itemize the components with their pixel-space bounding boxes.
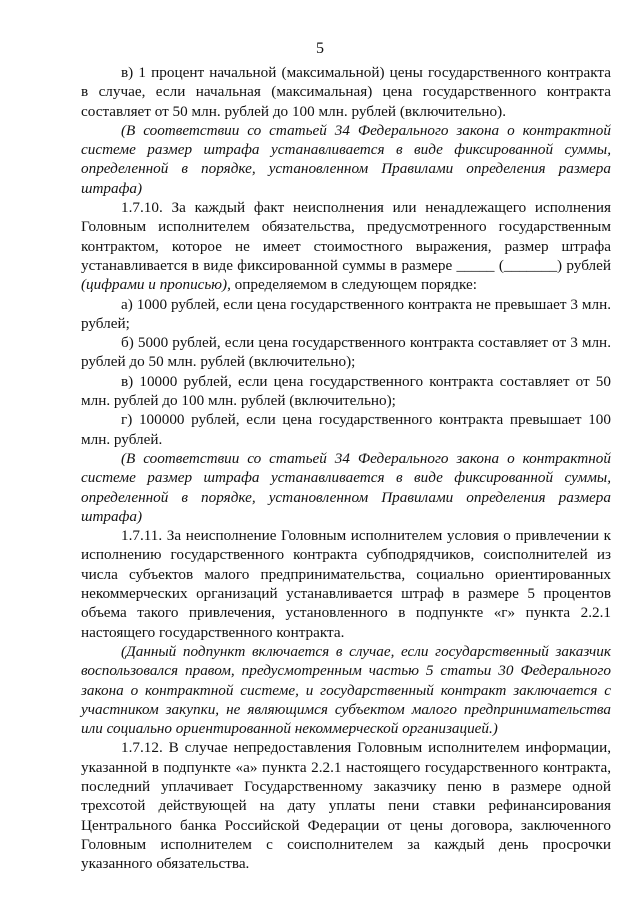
paragraph-1-7-10-main: 1.7.10. За каждый факт неисполнения или ненадлежащего исполнения Головным исполнителем обязательства, предусмотренного государственным контрактом, которое не имеет стоимостного выражения, размер штрафа устанавливается в виде фиксированной суммы в размере _____ (_______) рублей	[81, 199, 611, 274]
paragraph-penalty-v: в) 1 процент начальной (максимальной) цены государственного контракта в случае, если начальная (максимальная) цена государственного контракта составляет от 50 млн. рублей до 100 млн. рублей (включительно).	[81, 64, 611, 120]
paragraph-1-7-11: 1.7.11. За неисполнение Головным исполнителем условия о привлечении к исполнению государственного контракта субподрядчиков, соисполнителей из числа субъектов малого предпринимательства, социально ориентированных некоммерческих организаций устанавливается штраф в размере 5 процентов объема такого привлечения, установленного в подпункте «г» пункта 2.2.1 настоящего государственного контракта.	[81, 527, 611, 641]
paragraph-fine-b: б) 5000 рублей, если цена государственного контракта составляет от 3 млн. рублей до 50 млн. рублей (включительно);	[81, 334, 611, 371]
document-body	[81, 63, 611, 873]
paragraph-1-7-10-hint: (цифрами и прописью)	[81, 276, 228, 294]
paragraph-1-7-10-tail: , определяемом в следующем порядке:	[227, 276, 477, 294]
note-article-34-first: (В соответствии со статьей 34 Федерального закона о контрактной системе размер штрафа устанавливается в виде фиксированной суммы, определенной в порядке, установленном Правилами определения размера штрафа)	[81, 121, 611, 197]
paragraph-1-7-10	[81, 198, 611, 294]
paragraph-fine-a: а) 1000 рублей, если цена государственного контракта не превышает 3 млн. рублей;	[81, 295, 611, 332]
paragraph-1-7-12: 1.7.12. В случае непредоставления Головным исполнителем информации, указанной в подпункте «а» пункта 2.2.1 настоящего государственного контракта, последний уплачивает Государственному заказчику пеню в размере одной трехсотой действующей на дату уплаты пени ставки рефинансирования Центрального банка Российской Федерации от цены договора, заключенного Головным исполнителем с соисполнителем за каждый день просрочки указанного обязательства.	[81, 739, 611, 873]
page-number: 5	[316, 40, 324, 57]
paragraph-fine-v: в) 10000 рублей, если цена государственного контракта составляет от 50 млн. рублей до 100 млн. рублей (включительно);	[81, 372, 611, 410]
note-subparagraph-condition: (Данный подпункт включается в случае, если государственный заказчик воспользовался правом, предусмотренным частью 5 статьи 30 Федерального закона о контрактной системе, и государственный контракт заключается с участником закупки, не являющимся субъектом малого предпринимательства или социально ориентированной некоммерческой организацией.)	[81, 642, 611, 738]
note-article-34-second: (В соответствии со статьей 34 Федерального закона о контрактной системе размер штрафа устанавливается в виде фиксированной суммы, определенной в порядке, установленном Правилами определения размера штрафа)	[81, 449, 611, 525]
paragraph-fine-g: г) 100000 рублей, если цена государственного контракта превышает 100 млн. рублей.	[81, 411, 611, 448]
